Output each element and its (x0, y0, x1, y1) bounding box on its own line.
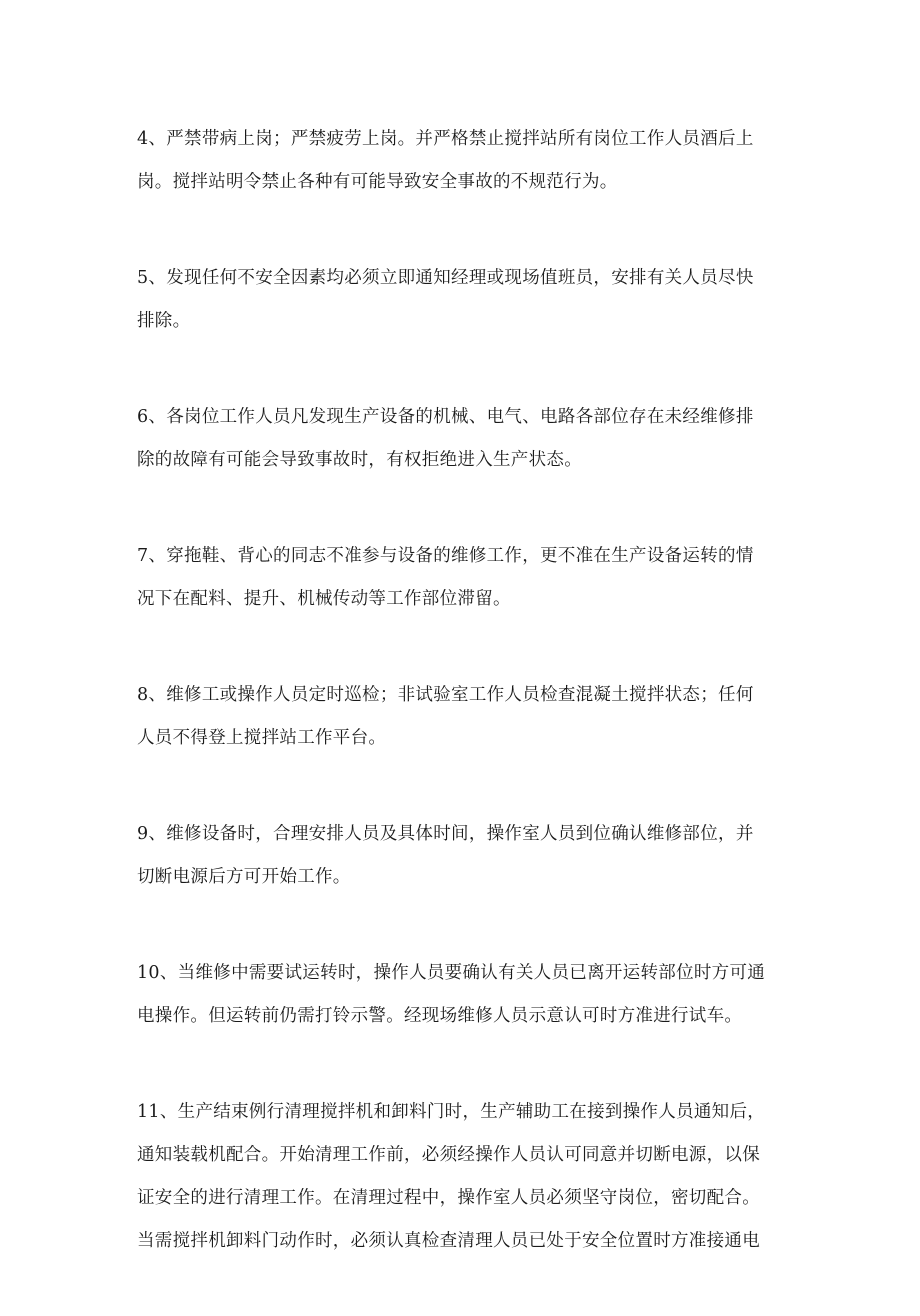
paragraph-line: 排除。 (137, 311, 191, 331)
paragraph-line: 证安全的进行清理工作。在清理过程中，操作室人员必须坚守岗位，密切配合。 (137, 1188, 760, 1208)
paragraph-4 (137, 118, 797, 204)
document-body (137, 118, 797, 1316)
paragraph-line: 况下在配料、提升、机械传动等工作部位滞留。 (137, 589, 511, 609)
paragraph-line: 当需搅拌机卸料门动作时，必须认真检查清理人员已处于安全位置时方准接通电 (137, 1231, 760, 1251)
paragraph-8 (137, 674, 797, 760)
paragraph-line: 10、当维修中需要试运转时，操作人员要确认有关人员已离开运转部位时方可通 (137, 963, 766, 983)
paragraph-7 (137, 535, 797, 621)
paragraph-line: 5、发现任何不安全因素均必须立即通知经理或现场值班员，安排有关人员尽快 (137, 268, 754, 288)
paragraph-10 (137, 952, 797, 1038)
paragraph-line: 电操作。但运转前仍需打铃示警。经现场维修人员示意认可时方准进行试车。 (137, 1006, 743, 1026)
paragraph-line: 通知装载机配合。开始清理工作前，必须经操作人员认可同意并切断电源，以保 (137, 1145, 760, 1165)
paragraph-6 (137, 396, 797, 482)
paragraph-line: 4、严禁带病上岗；严禁疲劳上岗。并严格禁止搅拌站所有岗位工作人员酒后上 (137, 129, 754, 149)
paragraph-line: 11、生产结束例行清理搅拌机和卸料门时，生产辅助工在接到操作人员通知后， (137, 1102, 766, 1122)
paragraph-line: 9、维修设备时，合理安排人员及具体时间，操作室人员到位确认维修部位，并 (137, 824, 754, 844)
paragraph-line: 8、维修工或操作人员定时巡检；非试验室工作人员检查混凝土搅拌状态；任何 (137, 685, 754, 705)
paragraph-5 (137, 257, 797, 343)
paragraph-9 (137, 813, 797, 899)
paragraph-11 (137, 1091, 797, 1263)
paragraph-line: 6、各岗位工作人员凡发现生产设备的机械、电气、电路各部位存在未经维修排 (137, 407, 754, 427)
paragraph-line: 除的故障有可能会导致事故时，有权拒绝进入生产状态。 (137, 450, 582, 470)
paragraph-line: 7、穿拖鞋、背心的同志不准参与设备的维修工作，更不准在生产设备运转的情 (137, 546, 754, 566)
paragraph-line: 切断电源后方可开始工作。 (137, 867, 351, 887)
paragraph-line: 人员不得登上搅拌站工作平台。 (137, 728, 387, 748)
paragraph-line: 岗。搅拌站明令禁止各种有可能导致安全事故的不规范行为。 (137, 172, 618, 192)
